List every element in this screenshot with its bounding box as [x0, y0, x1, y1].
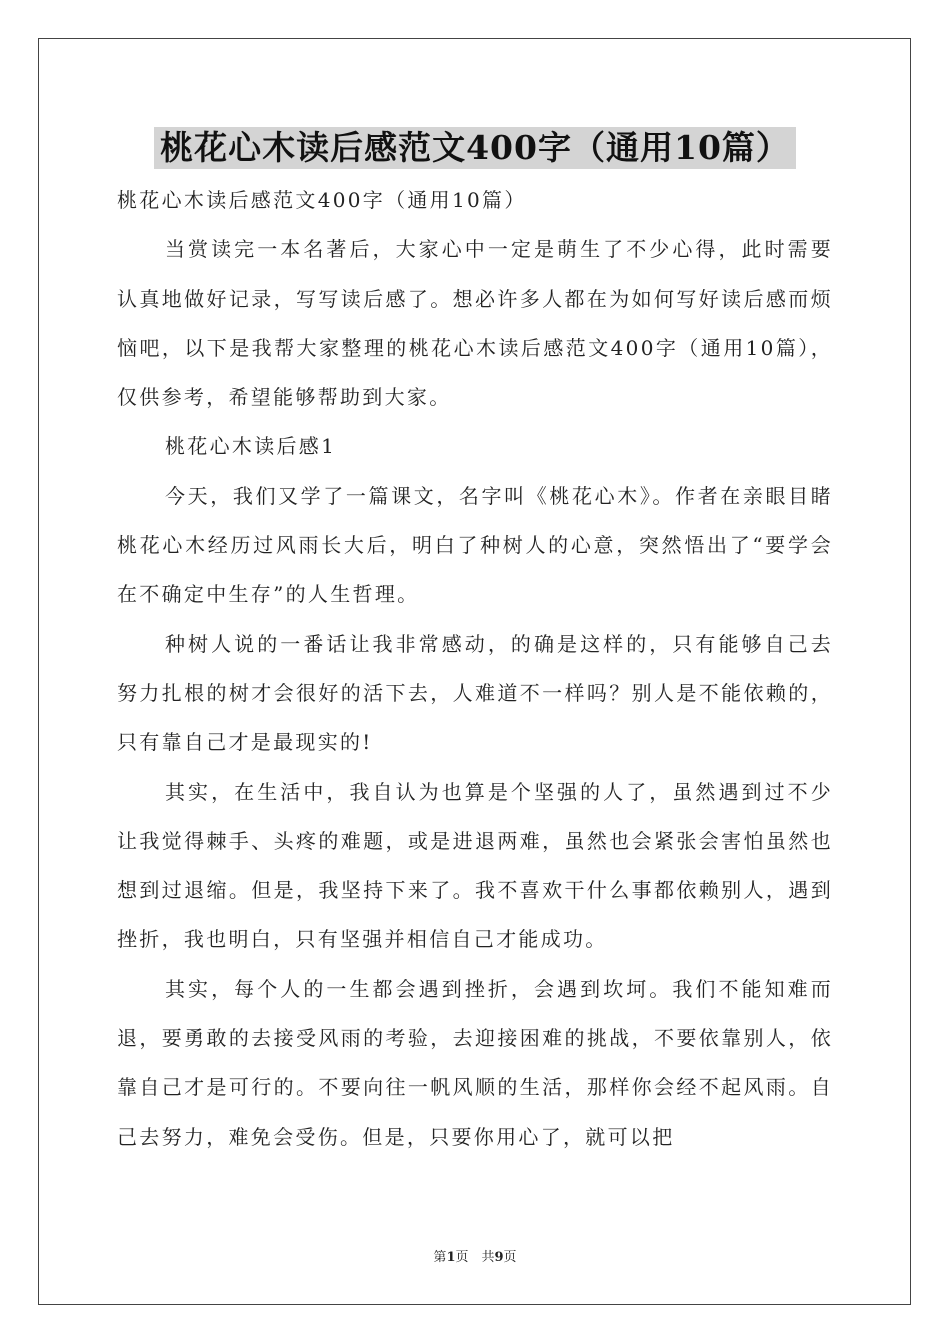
paragraph: 其实，每个人的一生都会遇到挫折，会遇到坎坷。我们不能知难而退，要勇敢的去接受风雨的考验，去迎接困难的挑战，不要依靠别人，依靠自己才是可行的。不要向往一帆风顺的生活，那样你会经不起风雨。自己去努力，难免会受伤。但是，只要你用心了，就可以把 [117, 976, 833, 1149]
title-area [0, 127, 950, 169]
paragraph-intro: 当赏读完一本名著后，大家心中一定是萌生了不少心得，此时需要认真地做好记录，写写读后感了。想必许多人都在为如何写好读后感而烦恼吧，以下是我帮大家整理的桃花心木读后感范文400字（通用10篇），仅供参考，希望能够帮助到大家。 [117, 237, 833, 410]
current-page-number: 1 [446, 1250, 456, 1265]
page-prefix: 第 [433, 1250, 447, 1265]
section-heading: 桃花心木读后感1 [165, 434, 337, 459]
document-title: 桃花心木读后感范文400字（通用10篇） [154, 127, 796, 169]
page-suffix: 页 [503, 1250, 517, 1265]
page-footer [0, 1246, 950, 1265]
document-body [117, 176, 833, 1162]
page-mid: 页 共 [455, 1250, 495, 1265]
paragraph: 今天，我们又学了一篇课文，名字叫《桃花心木》。作者在亲眼目睹桃花心木经历过风雨长大后，明白了种树人的心意，突然悟出了“要学会在不确定中生存”的人生哲理。 [117, 483, 833, 607]
document-subtitle: 桃花心木读后感范文400字（通用10篇） [117, 188, 527, 212]
total-page-number: 9 [494, 1250, 504, 1265]
paragraph: 其实，在生活中，我自认为也算是个坚强的人了，虽然遇到过不少让我觉得棘手、头疼的难题，或是进退两难，虽然也会紧张会害怕虽然也想到过退缩。但是，我坚持下来了。我不喜欢干什么事都依赖别人，遇到挫折，我也明白，只有坚强并相信自己才能成功。 [117, 779, 833, 952]
paragraph: 种树人说的一番话让我非常感动，的确是这样的，只有能够自己去努力扎根的树才会很好的活下去，人难道不一样吗？别人是不能依赖的，只有靠自己才是最现实的! [117, 631, 833, 755]
